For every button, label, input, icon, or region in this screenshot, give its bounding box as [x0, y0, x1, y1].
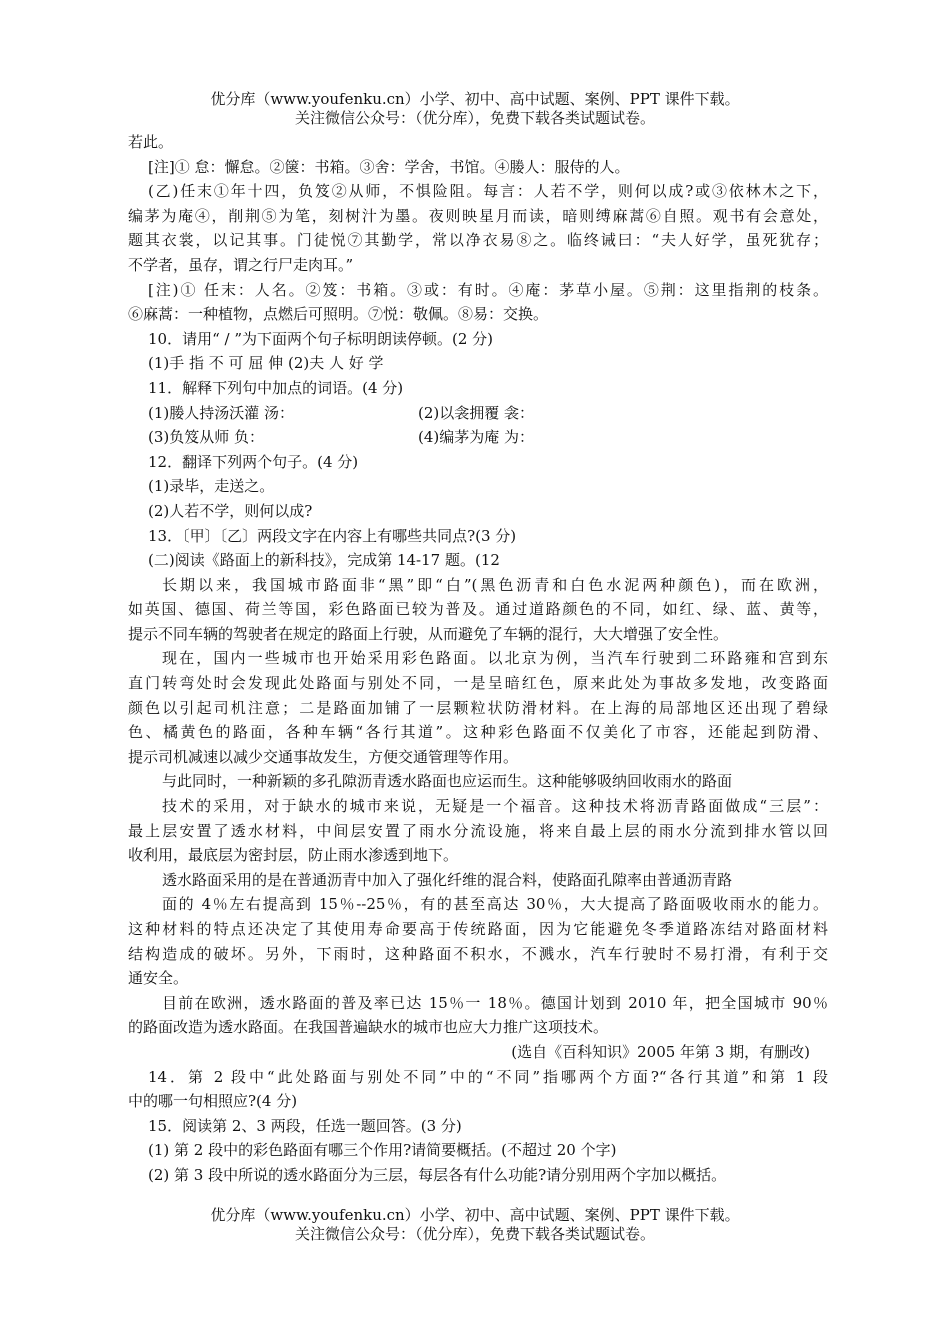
question-14-cont: 中的哪一句相照应?(4 分) — [128, 1092, 298, 1111]
q11-item-2: (2)以衾拥覆 衾： — [418, 403, 535, 422]
q12-item-1: (1)录毕，走送之。 — [148, 477, 275, 496]
q10-item-1: (1)手 指 不 可 屈 伸 — [148, 354, 284, 373]
annotation-line: ⑥麻蒿：一种植物，点燃后可照明。⑦悦：敬佩。⑧易：交换。 — [128, 305, 549, 324]
question-11-items-row-1 — [128, 401, 828, 426]
article-line: 结构造成的破坏。另外，下雨时，这种路面不积水，不溅水，汽车行驶时不易打滑，有利于交 — [128, 944, 828, 963]
question-10: 10．请用“ / ”为下面两个句子标明朗读停顿。(2 分) — [148, 329, 494, 348]
question-15: 15．阅读第 2、3 两段，任选一题回答。(3 分) — [148, 1116, 462, 1135]
footer-line-1: 优分库（www.youfenku.cn）小学、初中、高中试题、案例、PPT 课件下载。 — [210, 1206, 740, 1224]
passage-line: (乙)任末①年十四，负笈②从师，不惧险阻。每言：人若不学，则何以成?或③依林木之下， — [148, 182, 828, 201]
question-13: 13．〔甲〕〔乙〕两段文字在内容上有哪些共同点?(3 分) — [148, 526, 517, 545]
passage-line: 不学者，虽存，谓之行尸走肉耳。” — [128, 255, 354, 274]
passage-line: 题其衣裳，以记其事。门徒悦⑦其勤学，常以净衣易⑧之。临终诫曰：“夫人好学，虽死犹存； — [128, 231, 828, 250]
question-14: 14．第 2 段中“此处路面与别处不同”中的“不同”指哪两个方面?“各行其道”和第 1 段 — [148, 1067, 828, 1086]
article-line: 直门转弯处时会发现此处路面与别处不同，一是呈暗红色，原来此处为事故多发地，改变路面 — [128, 674, 828, 693]
article-line: 现在，国内一些城市也开始采用彩色路面。以北京为例，当汽车行驶到二环路雍和宫到东 — [162, 649, 828, 668]
article-line: 提示司机减速以减少交通事故发生，方便交通管理等作用。 — [128, 747, 519, 766]
article-line: 这种材料的特点还决定了其使用寿命要高于传统路面，因为它能避免冬季道路冻结对路面材料 — [128, 920, 828, 938]
q11-item-1: (1)媵人持汤沃灌 汤： — [148, 403, 295, 422]
section-2-title: (二)阅读《路面上的新科技》，完成第 14-17 题。(12 — [148, 551, 500, 570]
q10-item-2: (2)夫 人 好 学 — [288, 354, 384, 373]
question-12: 12．翻译下列两个句子。(4 分) — [148, 452, 359, 471]
q11-item-3: (3)负笈从师 负： — [148, 428, 265, 447]
footer-line-2: 关注微信公众号：（优分库），免费下载各类试题试卷。 — [294, 1225, 655, 1243]
q15-option-2: (2) 第 3 段中所说的透水路面分为三层，每层各有什么功能?请分别用两个字加以概括。 — [148, 1165, 727, 1184]
article-line: 面的 4％左右提高到 15％--25％，有的甚至高达 30％，大大提高了路面吸收雨水的能力。 — [162, 895, 828, 914]
article-line: 收利用，最底层为密封层，防止雨水渗透到地下。 — [128, 846, 459, 865]
document-body — [128, 130, 828, 1188]
question-11-items-row-2 — [128, 425, 828, 450]
header-line-1: 优分库（www.youfenku.cn）小学、初中、高中试题、案例、PPT 课件下载。 — [210, 90, 740, 108]
article-line: 的路面改造为透水路面。在我国普遍缺水的城市也应大力推广这项技术。 — [128, 1018, 609, 1037]
page-footer — [0, 1206, 950, 1244]
article-line: 长期以来，我国城市路面非“黑”即“白”(黑色沥青和白色水泥两种颜色)，而在欧洲， — [162, 575, 828, 594]
article-line: 透水路面采用的是在普通沥青中加入了强化纤维的混合料，使路面孔隙率由普通沥青路 — [162, 870, 733, 889]
article-line: 最上层安置了透水材料，中间层安置了雨水分流设施，将来自最上层的雨水分流到排水管以回 — [128, 821, 828, 840]
q15-option-1: (1) 第 2 段中的彩色路面有哪三个作用?请简要概括。(不超过 20 个字) — [148, 1141, 617, 1160]
article-line: 与此同时，一种新颖的多孔隙沥青透水路面也应运而生。这种能够吸纳回收雨水的路面 — [162, 772, 733, 791]
article-line: 目前在欧洲，透水路面的普及率已达 15％一 18％。德国计划到 2010 年，把全国城市 90％ — [162, 993, 828, 1012]
annotation-line: [注)① 任末：人名。②笈：书箱。③或：有时。④庵：茅草小屋。⑤荆：这里指荆的枝条。 — [148, 280, 828, 299]
article-line: 颜色以引起司机注意；二是路面加铺了一层颗粒状防滑材料。在上海的局部地区还出现了碧绿 — [128, 698, 828, 717]
q11-item-4: (4)编茅为庵 为： — [418, 428, 535, 447]
article-line: 如英国、德国、荷兰等国，彩色路面已较为普及。通过道路颜色的不同，如红、绿、蓝、黄等， — [128, 600, 828, 619]
header-line-2: 关注微信公众号：（优分库），免费下载各类试题试卷。 — [294, 109, 655, 127]
passage-line: 编茅为庵④，削荆⑤为笔，刻树汁为墨。夜则映星月而读，暗则缚麻蒿⑥自照。观书有会意处， — [128, 206, 828, 225]
page-header — [0, 90, 950, 128]
article-line: 通安全。 — [128, 969, 189, 988]
annotation-line: [注]① 怠：懈怠。②箧：书箱。③舍：学舍，书馆。④媵人：服侍的人。 — [148, 157, 630, 176]
question-11: 11．解释下列句中加点的词语。(4 分) — [148, 378, 404, 397]
text-line: 若此。 — [128, 133, 174, 151]
article-line: 技术的采用，对于缺水的城市来说，无疑是一个福音。这种技术将沥青路面做成“三层”： — [162, 797, 828, 816]
question-10-items — [128, 351, 828, 376]
article-line: 色、橘黄色的路面，各种车辆“各行其道”。这种彩色路面不仅美化了市容，还能起到防滑、 — [128, 723, 828, 742]
q12-item-2: (2)人若不学，则何以成? — [148, 501, 313, 520]
article-source: (选自《百科知识》2005 年第 3 期，有删改) — [511, 1042, 810, 1061]
article-line: 提示不同车辆的驾驶者在规定的路面上行驶，从而避免了车辆的混行，大大增强了安全性。 — [128, 624, 729, 643]
